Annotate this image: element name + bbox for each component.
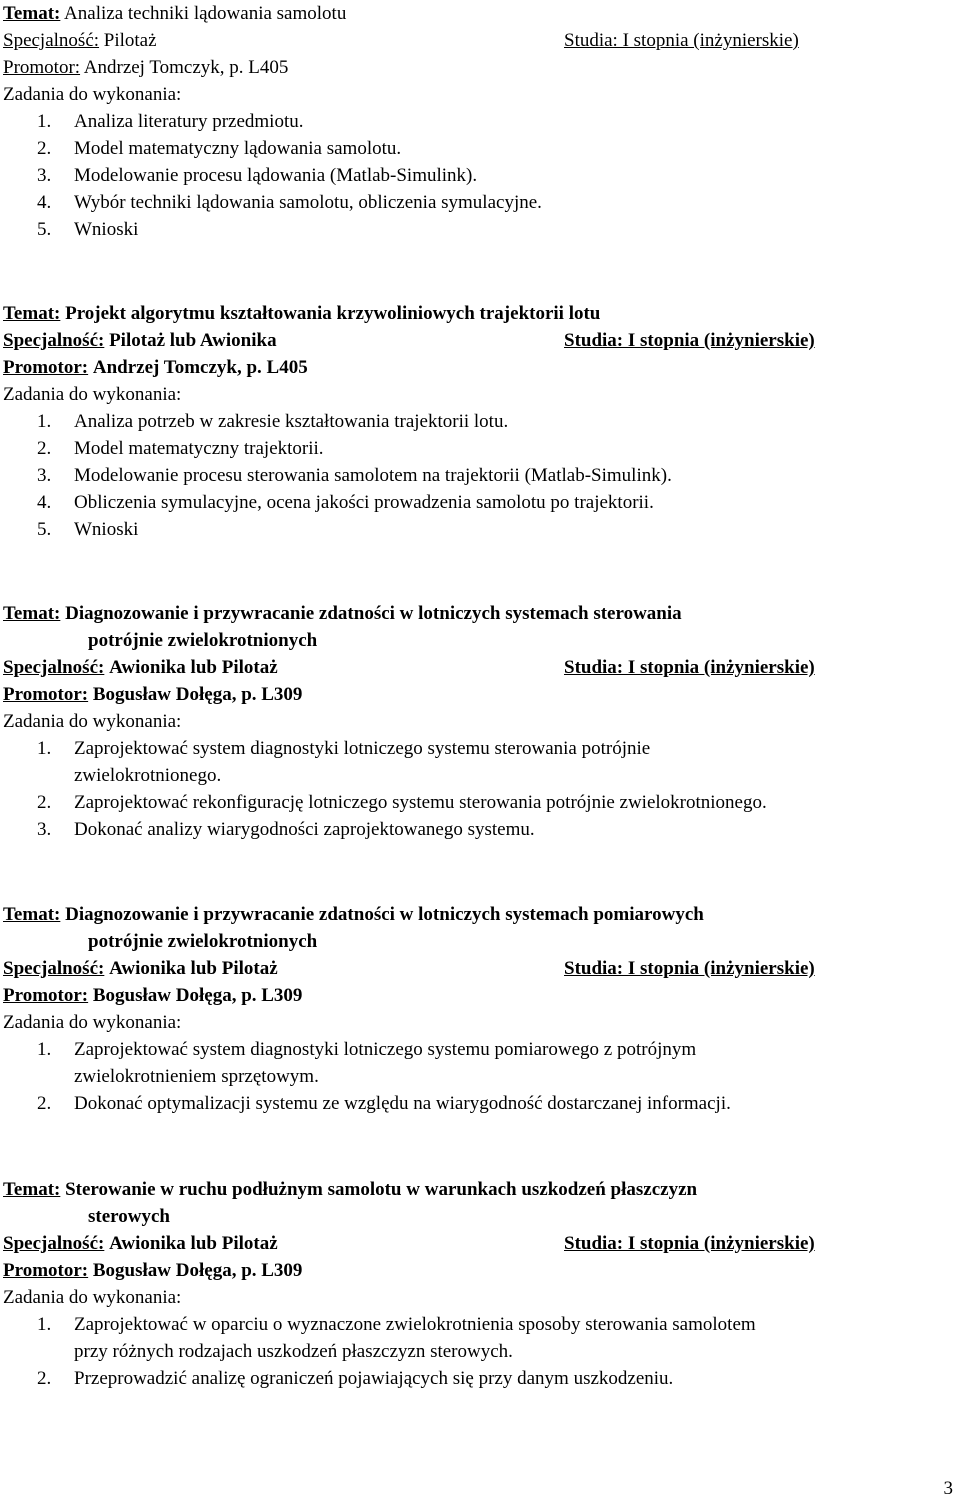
task-text: Dokonać analizy wiarygodności zaprojektowanego systemu. [74, 819, 535, 840]
task-number: 2. [37, 438, 52, 459]
task-text: zwielokrotnionego. [74, 765, 222, 786]
topic-title-line [3, 901, 953, 928]
topic-5 [3, 1176, 953, 1392]
task-item [3, 789, 953, 816]
temat-label: Temat: [3, 3, 61, 24]
task-text: Dokonać optymalizacji systemu ze względu na wiarygodność dostarczanej informacji. [74, 1093, 731, 1114]
task-item [3, 516, 953, 543]
topic-title-continuation: sterowych [88, 1206, 170, 1227]
temat-label: Temat: [3, 303, 61, 324]
specjalnosc-label: Specjalność: [3, 1233, 105, 1254]
temat-label: Temat: [3, 603, 61, 624]
temat-label: Temat: [3, 904, 61, 925]
specialty-line [3, 27, 953, 54]
topic-title: Analiza techniki lądowania samolotu [64, 3, 347, 24]
task-number: 1. [37, 1314, 52, 1335]
task-text: Wybór techniki lądowania samolotu, obliczenia symulacyjne. [74, 192, 542, 213]
task-item [3, 435, 953, 462]
specialty-line [3, 955, 953, 982]
task-text: Modelowanie procesu lądowania (Matlab-Simulink). [74, 165, 478, 186]
task-number: 4. [37, 192, 52, 213]
task-item [3, 162, 953, 189]
task-text: Modelowanie procesu sterowania samolotem na trajektorii (Matlab-Simulink). [74, 465, 672, 486]
task-number: 5. [37, 219, 52, 240]
task-number: 1. [37, 738, 52, 759]
study-level: Studia: I stopnia (inżynierskie) [564, 958, 815, 979]
task-item [3, 1365, 953, 1392]
promotor-line [3, 354, 953, 381]
specjalnosc-label: Specjalność: [3, 958, 105, 979]
task-number: 3. [37, 165, 52, 186]
task-item [3, 1036, 953, 1063]
topic-title: Diagnozowanie i przywracanie zdatności w lotniczych systemach sterowania [65, 603, 682, 624]
specialty-value: Pilotaż [103, 30, 157, 51]
promotor-label: Promotor: [3, 57, 81, 78]
topic-title-line [3, 300, 953, 327]
task-item [3, 735, 953, 762]
task-text: Zaprojektować system diagnostyki lotniczego systemu sterowania potrójnie [74, 738, 651, 759]
task-text: Zaprojektować system diagnostyki lotniczego systemu pomiarowego z potrójnym [74, 1039, 697, 1060]
task-text: Analiza potrzeb w zakresie kształtowania trajektorii lotu. [74, 411, 509, 432]
task-item-continuation [3, 1338, 953, 1365]
topic-4 [3, 901, 953, 1117]
task-item [3, 408, 953, 435]
topic-title-continuation: potrójnie zwielokrotnionych [88, 931, 318, 952]
promotor-value: Bogusław Dołęga, p. L309 [92, 985, 303, 1006]
task-text: przy różnych rodzajach uszkodzeń płaszczyzn sterowych. [74, 1341, 513, 1362]
topic-title: Diagnozowanie i przywracanie zdatności w lotniczych systemach pomiarowych [65, 904, 704, 925]
task-text: zwielokrotnieniem sprzętowym. [74, 1066, 319, 1087]
topic-title: Projekt algorytmu kształtowania krzywoliniowych trajektorii lotu [65, 303, 601, 324]
promotor-label: Promotor: [3, 1260, 89, 1281]
specialty-value: Awionika lub Pilotaż [109, 657, 278, 678]
task-item [3, 489, 953, 516]
specialty-line [3, 327, 953, 354]
task-number: 2. [37, 792, 52, 813]
promotor-value: Andrzej Tomczyk, p. L405 [92, 357, 308, 378]
promotor-line [3, 681, 953, 708]
topic-title: Sterowanie w ruchu podłużnym samolotu w warunkach uszkodzeń płaszczyzn [65, 1179, 698, 1200]
task-text: Model matematyczny lądowania samolotu. [74, 138, 402, 159]
topic-title-line [3, 600, 953, 627]
specjalnosc-label: Specjalność: [3, 30, 100, 51]
task-item [3, 135, 953, 162]
promotor-label: Promotor: [3, 684, 89, 705]
specialty-value: Pilotaż lub Awionika [109, 330, 277, 351]
specialty-value: Awionika lub Pilotaż [109, 1233, 278, 1254]
task-item-continuation [3, 762, 953, 789]
task-number: 2. [37, 1093, 52, 1114]
task-item [3, 216, 953, 243]
page-number: 3 [943, 1478, 953, 1499]
promotor-label: Promotor: [3, 985, 89, 1006]
task-item [3, 189, 953, 216]
task-item [3, 108, 953, 135]
specjalnosc-label: Specjalność: [3, 657, 105, 678]
task-text: Przeprowadzić analizę ograniczeń pojawiających się przy danym uszkodzeniu. [74, 1368, 674, 1389]
promotor-value: Bogusław Dołęga, p. L309 [92, 1260, 303, 1281]
tasks-heading: Zadania do wykonania: [3, 1287, 182, 1308]
tasks-heading: Zadania do wykonania: [3, 711, 182, 732]
task-number: 1. [37, 111, 52, 132]
specialty-line [3, 1230, 953, 1257]
task-number: 2. [37, 1368, 52, 1389]
topic-2 [3, 300, 953, 543]
task-text: Obliczenia symulacyjne, ocena jakości prowadzenia samolotu po trajektorii. [74, 492, 654, 513]
topic-title-line [3, 0, 953, 27]
task-item [3, 1090, 953, 1117]
task-text: Wnioski [74, 219, 139, 240]
promotor-value: Bogusław Dołęga, p. L309 [92, 684, 303, 705]
promotor-line [3, 54, 953, 81]
task-number: 3. [37, 465, 52, 486]
task-text: Zaprojektować rekonfigurację lotniczego systemu sterowania potrójnie zwielokrotnionego. [74, 792, 767, 813]
task-number: 2. [37, 138, 52, 159]
topic-title-line [3, 1176, 953, 1203]
specialty-value: Awionika lub Pilotaż [109, 958, 278, 979]
task-item [3, 462, 953, 489]
study-level: Studia: I stopnia (inżynierskie) [564, 657, 815, 678]
promotor-line [3, 1257, 953, 1284]
task-item [3, 816, 953, 843]
promotor-line [3, 982, 953, 1009]
task-number: 4. [37, 492, 52, 513]
task-text: Wnioski [74, 519, 139, 540]
tasks-heading: Zadania do wykonania: [3, 384, 182, 405]
temat-label: Temat: [3, 1179, 61, 1200]
task-text: Zaprojektować w oparciu o wyznaczone zwielokrotnienia sposoby sterowania samolotem [74, 1314, 756, 1335]
specjalnosc-label: Specjalność: [3, 330, 105, 351]
promotor-label: Promotor: [3, 357, 89, 378]
study-level: Studia: I stopnia (inżynierskie) [564, 330, 815, 351]
topic-title-continuation: potrójnie zwielokrotnionych [88, 630, 318, 651]
tasks-heading: Zadania do wykonania: [3, 1012, 182, 1033]
task-number: 1. [37, 1039, 52, 1060]
task-item-continuation [3, 1063, 953, 1090]
topic-3 [3, 600, 953, 843]
task-item [3, 1311, 953, 1338]
study-level: Studia: I stopnia (inżynierskie) [564, 1233, 815, 1254]
task-text: Analiza literatury przedmiotu. [74, 111, 304, 132]
task-number: 3. [37, 819, 52, 840]
task-text: Model matematyczny trajektorii. [74, 438, 324, 459]
topic-1 [3, 0, 953, 243]
promotor-value: Andrzej Tomczyk, p. L405 [83, 57, 289, 78]
task-number: 1. [37, 411, 52, 432]
specialty-line [3, 654, 953, 681]
study-level: Studia: I stopnia (inżynierskie) [564, 30, 799, 51]
task-number: 5. [37, 519, 52, 540]
tasks-heading: Zadania do wykonania: [3, 84, 182, 105]
